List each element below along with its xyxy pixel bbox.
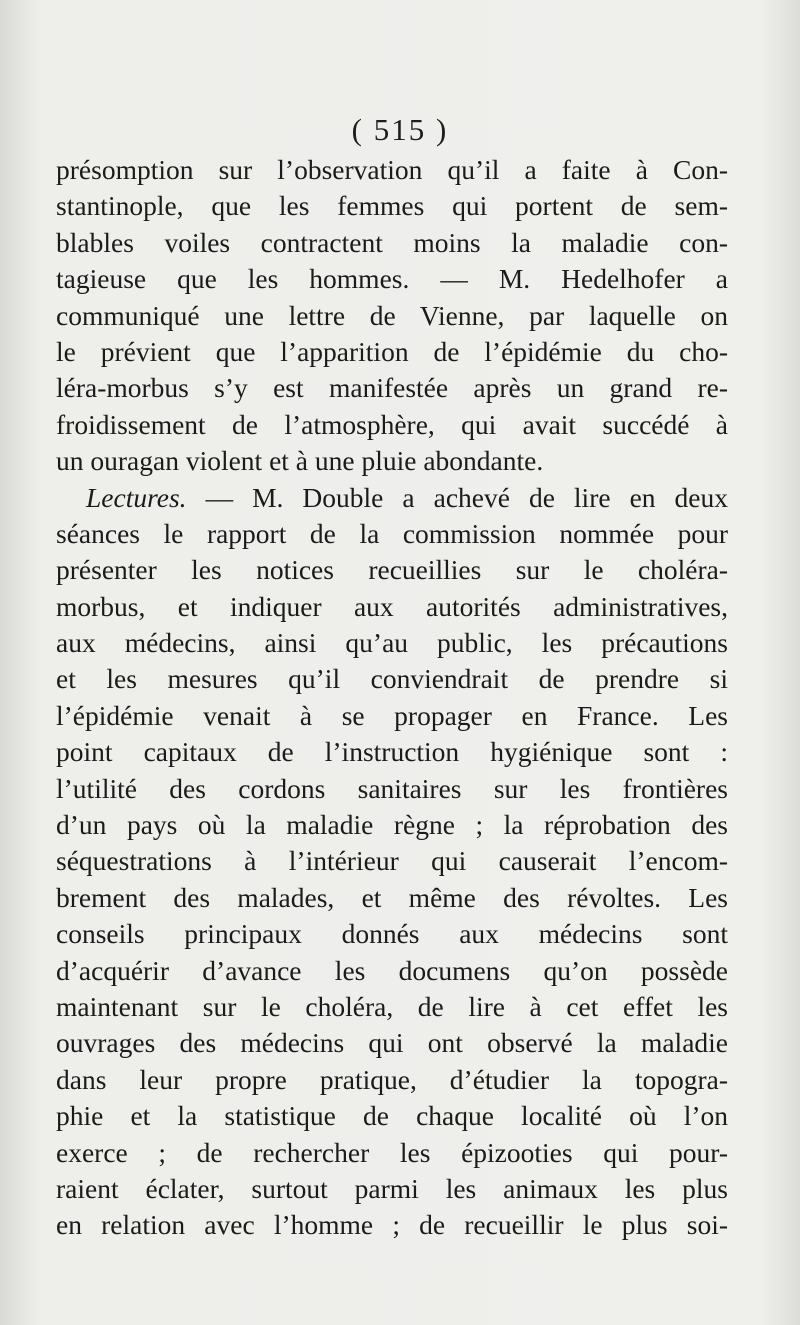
text-line: d’acquérir d’avance les documens qu’on possède: [56, 954, 728, 986]
page-number: ( 515 ): [351, 112, 449, 147]
text-line: présomption sur l’observation qu’il a faite à Con-: [56, 154, 728, 185]
text-line: ouvrages des médecins qui ont observé la maladie: [56, 1027, 728, 1059]
text-line: séquestrations à l’intérieur qui causerait l’encom-: [56, 845, 728, 877]
text-line: point capitaux de l’instruction hygiénique sont :: [56, 736, 728, 768]
text-line: raient éclater, surtout parmi les animaux les plus: [56, 1172, 728, 1204]
text-line: phie et la statistique de chaque localité où l’on: [56, 1100, 728, 1132]
text-line: froidissement de l’atmosphère, qui avait succédé à: [56, 408, 728, 440]
text-line-rest: — M. Double a achevé de lire en deux: [205, 481, 728, 513]
text-line: d’un pays où la maladie règne ; la réprobation des: [56, 809, 728, 841]
text-line: et les mesures qu’il conviendrait de prendre si: [56, 663, 728, 695]
text-line: l’utilité des cordons sanitaires sur les frontières: [56, 772, 728, 804]
text-line: présenter les notices recueillies sur le choléra-: [56, 554, 728, 586]
text-line: en relation avec l’homme ; de recueillir le plus soi-: [56, 1209, 728, 1241]
text-line: un ouragan violent et à une pluie abondante.: [56, 445, 544, 477]
text-line: brement des malades, et même des révoltes. Les: [56, 881, 728, 913]
text-line: conseils principaux donnés aux médecins sont: [56, 918, 728, 950]
text-line: communiqué une lettre de Vienne, par laquelle on: [56, 299, 728, 331]
text-line: séances le rapport de la commission nommée pour: [56, 517, 728, 549]
body-text: [56, 152, 728, 1244]
text-line: stantinople, que les femmes qui portent de sem-: [56, 190, 728, 222]
text-line: tagieuse que les hommes. — M. Hedelhofer a: [56, 263, 728, 295]
text-line: aux médecins, ainsi qu’au public, les précautions: [56, 627, 728, 659]
text-line: dans leur propre pratique, d’étudier la topogra-: [56, 1063, 728, 1095]
text-line: l’épidémie venait à se propager en France. Les: [56, 699, 728, 731]
text-line: blables voiles contractent moins la maladie con-: [56, 226, 728, 258]
text-line: exerce ; de rechercher les épizooties qui pour-: [56, 1136, 728, 1168]
text-line: maintenant sur le choléra, de lire à cet effet les: [56, 990, 728, 1022]
text-line: morbus, et indiquer aux autorités administratives,: [56, 590, 728, 622]
text-line: le prévient que l’apparition de l’épidémie du cho-: [56, 335, 728, 367]
section-heading: Lectures.: [86, 481, 187, 513]
text-line-lectures: [56, 480, 728, 516]
text-line: léra-morbus s’y est manifestée après un grand re-: [56, 372, 728, 404]
